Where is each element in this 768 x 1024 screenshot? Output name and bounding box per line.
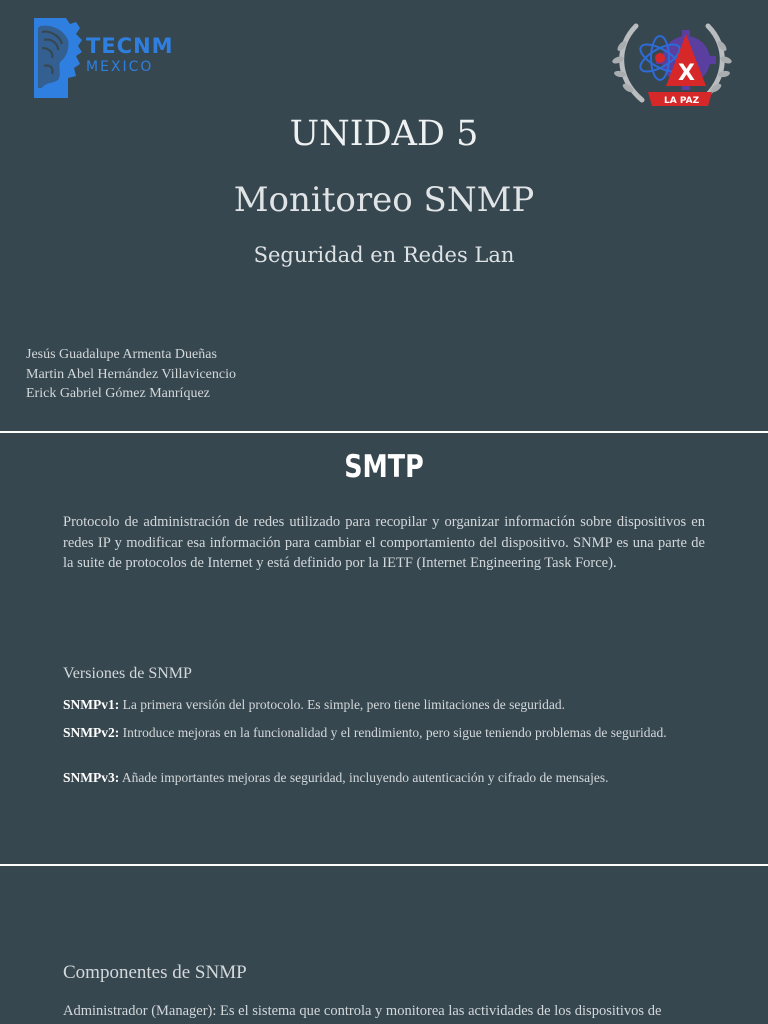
- tecnm-emblem-icon: [30, 18, 86, 100]
- version-description: Añade importantes mejoras de seguridad, incluyendo autenticación y cifrado de mensajes.: [119, 770, 609, 785]
- itlp-emblem-icon: [608, 16, 736, 112]
- intro-paragraph: Protocolo de administración de redes utilizado para recopilar y organizar información sobre dispositivos en redes IP y modificar esa información para cambiar el comportamiento del dispositivo. SNMP es una parte de la suite de protocolos de Internet y está definido por la IETF (Internet Engineering Task Force).: [63, 514, 705, 571]
- version-description: La primera versión del protocolo. Es simple, pero tiene limitaciones de seguridad.: [119, 697, 565, 712]
- version-item: [63, 725, 705, 741]
- tecnm-logo: [30, 18, 174, 100]
- tecnm-wordmark-line2: MEXICO: [86, 59, 154, 75]
- tecnm-wordmark: [86, 36, 174, 74]
- author-name: Erick Gabriel Gómez Manríquez: [26, 386, 210, 401]
- subtitle: Seguridad en Redes Lan: [253, 243, 515, 267]
- unit-title: UNIDAD 5: [289, 114, 479, 154]
- version-name: SNMPv1:: [63, 697, 120, 712]
- components-paragraph: Administrador (Manager): Es el sistema que controla y monitorea las actividades de los dispositivos de: [63, 1003, 662, 1019]
- components-heading: Componentes de SNMP: [63, 962, 247, 983]
- version-name: SNMPv2:: [63, 725, 120, 740]
- slide-title: [0, 0, 768, 431]
- version-name: SNMPv3:: [63, 770, 120, 785]
- versions-heading: Versiones de SNMP: [63, 665, 192, 682]
- slide-smtp: [0, 433, 768, 864]
- version-item: [63, 697, 705, 713]
- author-name: Jesús Guadalupe Armenta Dueñas: [26, 347, 217, 362]
- version-description: Introduce mejoras en la funcionalidad y el rendimiento, pero sigue teniendo problemas de seguridad.: [119, 725, 667, 740]
- author-name: Martin Abel Hernández Villavicencio: [26, 366, 236, 382]
- svg-text:X: X: [678, 61, 695, 86]
- main-title: Monitoreo SNMP: [233, 180, 535, 220]
- itlp-banner-text: LA PAZ: [664, 96, 700, 106]
- author-list: [26, 345, 236, 404]
- slide-heading: SMTP: [344, 449, 424, 485]
- version-item: [63, 770, 705, 786]
- slide-components: [0, 866, 768, 1024]
- tecnm-wordmark-line1: TECNM: [86, 34, 174, 58]
- itlp-logo: [608, 16, 736, 112]
